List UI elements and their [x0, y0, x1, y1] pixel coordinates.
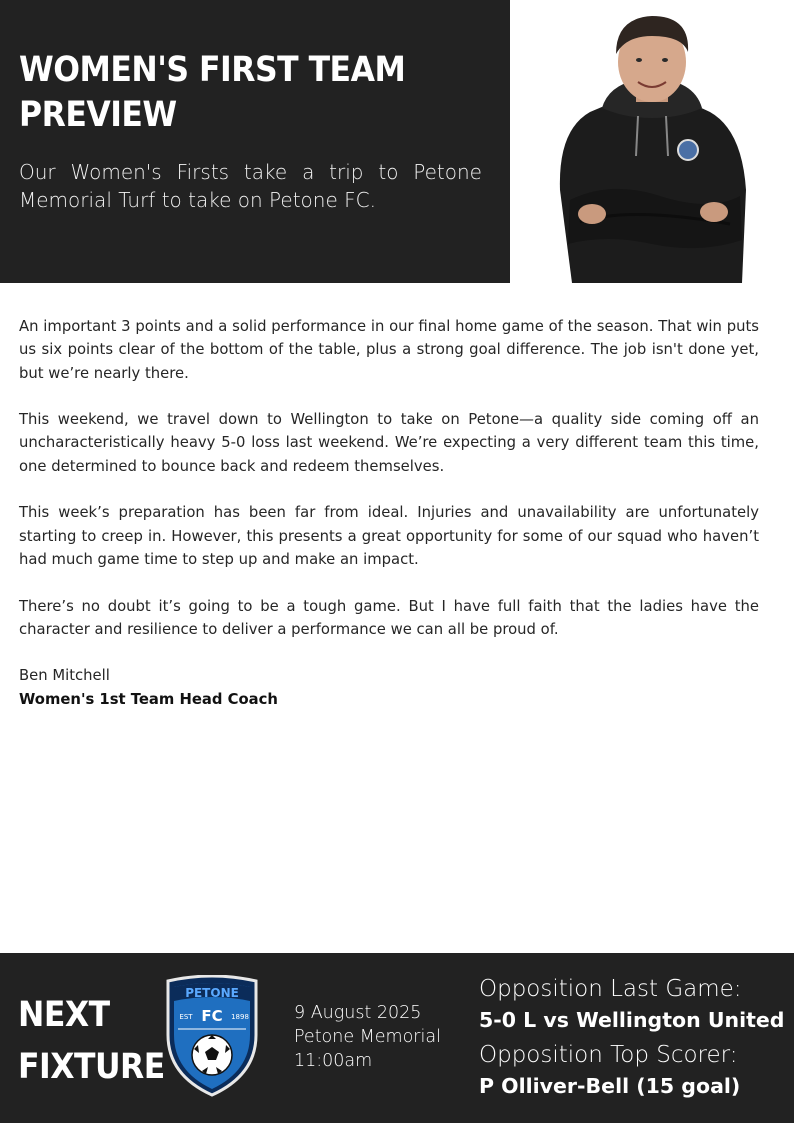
page-title-line2: PREVIEW — [19, 95, 177, 135]
header-banner — [0, 0, 510, 283]
crest-fc-text: FC — [201, 1007, 223, 1025]
crest-year-text: 1898 — [231, 1013, 249, 1021]
petone-fc-crest-icon — [164, 975, 260, 1099]
article-paragraph-4: There’s no doubt it’s going to be a tough game. But I have full faith that the ladies have the character and resilience to deliver a performance we can all be proud of. — [19, 597, 759, 638]
coach-photo — [510, 0, 794, 283]
signature-name: Ben Mitchell — [19, 667, 110, 685]
opposition-last-game-label: Opposition Last Game: — [479, 976, 742, 1002]
page-subtitle: Our Women's Firsts take a trip to Petone Memorial Turf to take on Petone FC. — [19, 160, 482, 212]
opposition-info — [479, 973, 785, 1105]
article-paragraph-2: This weekend, we travel down to Wellington to take on Petone—a quality side coming off an uncharacteristically heavy 5-0 loss last weekend. We’re expecting a very different team this time, one determined to bounce back and redeem themselves. — [19, 411, 759, 475]
coach-portrait-image — [510, 0, 794, 283]
next-fixture-footer — [0, 953, 794, 1123]
next-fixture-title-line1: NEXT — [18, 995, 110, 1035]
fixture-details — [294, 1001, 441, 1073]
next-fixture-title-line2: FIXTURE — [18, 1047, 165, 1087]
signature-role: Women's 1st Team Head Coach — [19, 690, 278, 708]
article-paragraph-1: An important 3 points and a solid performance in our final home game of the season. That win puts us six points clear of the bottom of the table, plus a strong goal difference. The job isn't done yet, but we’re nearly there. — [19, 318, 759, 382]
article-body — [19, 315, 759, 711]
crest-top-text: PETONE — [185, 986, 239, 1000]
opposition-top-scorer-label: Opposition Top Scorer: — [479, 1042, 738, 1068]
next-fixture-title — [18, 989, 165, 1093]
page-title — [19, 48, 489, 138]
crest-est-text: EST — [179, 1013, 193, 1021]
fixture-time: 11:00am — [294, 1051, 373, 1071]
opposition-top-scorer-value: P Olliver-Bell (15 goal) — [479, 1074, 741, 1098]
opposition-last-game-value: 5-0 L vs Wellington United — [479, 1008, 785, 1032]
fixture-date: 9 August 2025 — [294, 1003, 422, 1023]
page-title-line1: WOMEN'S FIRST TEAM — [19, 50, 406, 90]
fixture-venue: Petone Memorial — [294, 1027, 441, 1047]
article-paragraph-3: This week’s preparation has been far from ideal. Injuries and unavailability are unfortunately starting to creep in. However, this presents a great opportunity for some of our squad who haven’t had much game time to step up and make an impact. — [19, 504, 759, 568]
